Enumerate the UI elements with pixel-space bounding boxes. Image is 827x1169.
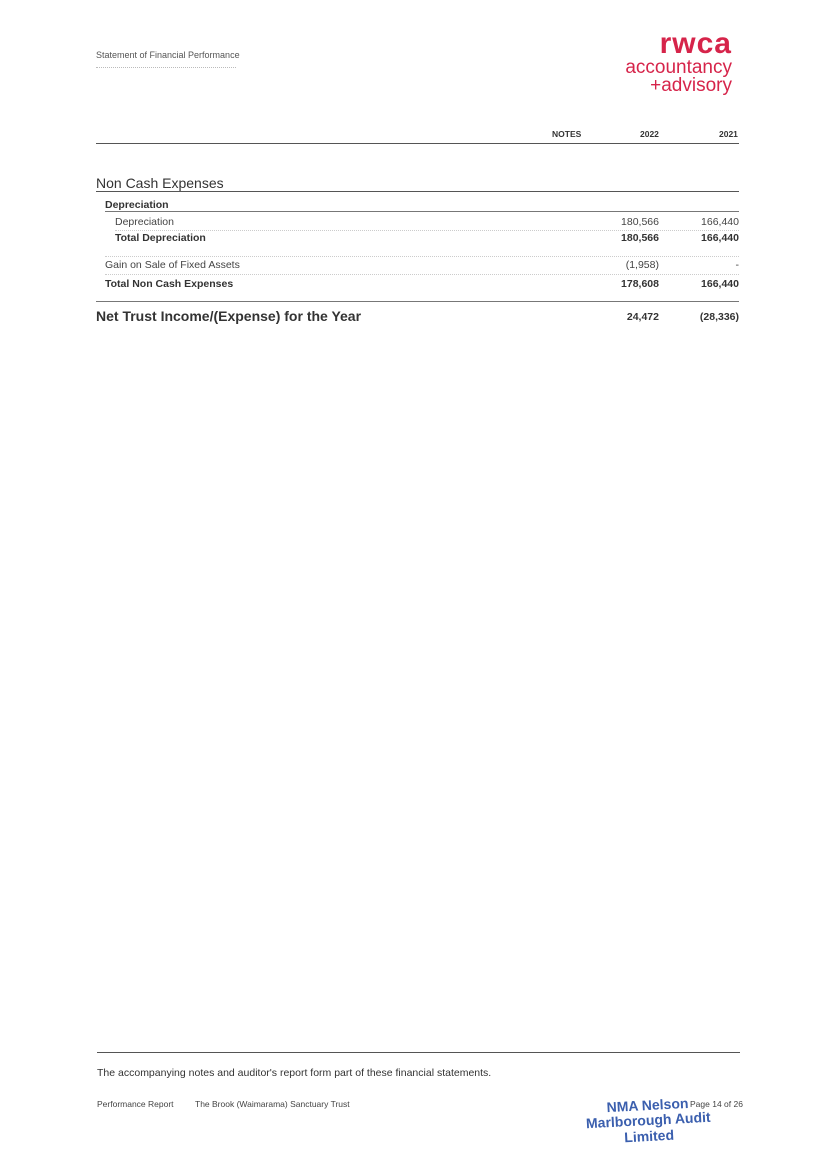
total-divider: [96, 301, 739, 302]
logo-text-accountancy: accountancy: [625, 56, 732, 78]
footer-divider: [97, 1052, 740, 1053]
footer-note: The accompanying notes and auditor's report form part of these financial statements.: [97, 1067, 492, 1079]
subheading-depreciation: Depreciation: [105, 199, 169, 211]
row-value-2022: 180,566: [621, 216, 659, 228]
net-value-2021: (28,336): [699, 311, 739, 323]
row-label-total-depreciation: Total Depreciation: [115, 232, 206, 244]
footer-report-name: Performance Report: [97, 1099, 174, 1109]
logo-text-rwca: rwca: [659, 27, 732, 60]
title-underline: [96, 67, 236, 68]
net-value-2022: 24,472: [626, 311, 659, 323]
row-value-2021: 166,440: [701, 232, 739, 244]
column-header-notes: NOTES: [552, 129, 582, 139]
company-logo: [625, 27, 732, 96]
logo-text-advisory: +advisory: [650, 74, 732, 96]
footer-trust-name: The Brook (Waimarama) Sanctuary Trust: [195, 1099, 350, 1109]
header-divider: [96, 143, 739, 144]
row-divider: [115, 230, 739, 231]
column-header-2022: 2022: [640, 129, 659, 139]
row-label-gain-on-sale: Gain on Sale of Fixed Assets: [105, 259, 240, 271]
stamp-line-3: Limited: [623, 1126, 675, 1146]
row-value-2022: 180,566: [621, 232, 659, 244]
stamp-line-1: NMA Nelson: [606, 1094, 689, 1116]
section-title: Non Cash Expenses: [96, 175, 224, 191]
row-value-2022: 178,608: [621, 278, 659, 290]
column-header-2021: 2021: [719, 129, 738, 139]
row-label-total-non-cash: Total Non Cash Expenses: [105, 278, 234, 290]
row-value-2021: 166,440: [701, 278, 739, 290]
document-title: Statement of Financial Performance: [96, 50, 240, 60]
row-label-depreciation: Depreciation: [115, 216, 174, 228]
row-divider: [105, 274, 739, 275]
stamp-line-2: Marlborough Audit: [585, 1109, 711, 1132]
row-value-2021: 166,440: [701, 216, 739, 228]
row-value-2021: -: [735, 259, 739, 271]
net-trust-income-label: Net Trust Income/(Expense) for the Year: [96, 308, 362, 324]
audit-stamp: [585, 1095, 712, 1148]
section-divider: [96, 191, 739, 192]
row-value-2022: (1,958): [625, 259, 659, 271]
row-divider: [105, 256, 739, 257]
subheading-divider: [105, 211, 739, 212]
footer-page-number: Page 14 of 26: [690, 1099, 743, 1109]
